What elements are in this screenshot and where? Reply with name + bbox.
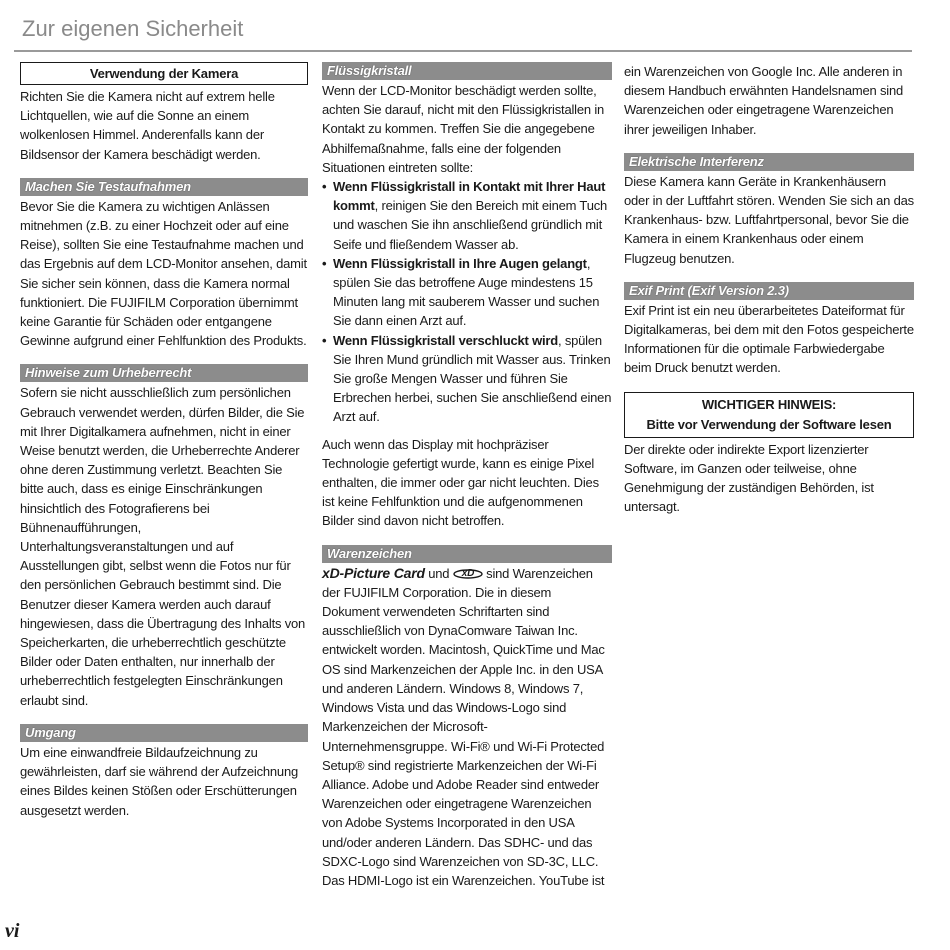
warenzeichen-und: und xyxy=(424,565,453,581)
list-item xyxy=(322,331,612,427)
paragraph-warenzeichen-cont: ein Warenzeichen von Google Inc. Alle anderen in diesem Handbuch erwähnten Handelsnamen sind Warenzeichen oder eingetragene Warenzeichen ihrer jeweiligen Inhaber. xyxy=(624,64,904,137)
column-3 xyxy=(624,62,914,516)
xd-logo-icon xyxy=(453,566,483,580)
heading-kamera: Verwendung der Kamera xyxy=(20,62,308,85)
bullet-text: , reinigen Sie den Bereich mit einem Tuch und waschen Sie ihn anschließend gründlich mit Seife und fließendem Wasser ab. xyxy=(333,198,608,252)
heading-urheberrecht xyxy=(20,364,308,382)
heading-fluessigkristall xyxy=(322,62,612,80)
paragraph-kamera: Richten Sie die Kamera nicht auf extrem helle Lichtquellen, wie auf die Sonne an einem wolkenlosen Himmel. Anderenfalls kann der Bildsensor der Kamera beschädigt werden. xyxy=(20,89,275,162)
heading-urheberrecht-label: Hinweise zum Urheberrecht xyxy=(25,365,192,381)
heading-exif-print xyxy=(624,282,914,300)
bullet-bold: Wenn Flüssigkristall verschluckt wird xyxy=(333,332,558,348)
paragraph-warning: Der direkte oder indirekte Export lizenzierter Software, im Ganzen oder teilweise, ohne Genehmigung der zuständigen Behörden, ist untersagt. xyxy=(624,441,874,515)
list-item xyxy=(322,254,612,331)
page-title: Zur eigenen Sicherheit xyxy=(22,16,244,41)
heading-warenzeichen xyxy=(322,545,612,563)
bullet-list xyxy=(322,177,612,427)
list-item xyxy=(322,177,612,254)
column-2 xyxy=(322,62,612,890)
svg-text:xD: xD xyxy=(461,567,474,579)
heading-elektrische-interferenz xyxy=(624,153,914,171)
heading-umgang-label: Umgang xyxy=(25,724,76,740)
paragraph-urheberrecht: Sofern sie nicht ausschließlich zum persönlichen Gebrauch verwendet werden, dürfen Bilder, die Sie mit Ihrer Digitalkamera aufnehmen, nicht in einer Weise benutzt werden, die Urheberrechte Anderer ohne deren Zustimmung verletzt. Beachten Sie bitte auch, dass es einige Einschränkungen hinsichtlich des Fotografierens bei Bühnenaufführungen, Unterhaltungsveranstaltungen und auf Ausstellungen gibt, selbst wenn die Fotos nur für den persönlichen Gebrauch bestimmt sind. Die Benutzer dieser Kamera werden auch darauf hingewiesen, dass die Übertragung des Inhalts von Speicherkarten, die urheberrechtlich geschützte Bilder oder Daten enthalten, nur innerhalb der urheberrechtlich festgelegten Einschränkungen erlaubt sind. xyxy=(20,385,306,708)
paragraph-exif-print: Exif Print ist ein neu überarbeitetes Dateiformat für Digitalkameras, bei dem mit den Fotos gespeicherte Informationen für die optimale Farbwiedergabe beim Druck benutzt werden. xyxy=(624,302,914,376)
page-number: vi xyxy=(5,920,20,942)
column-1 xyxy=(20,62,308,820)
heading-umgang xyxy=(20,724,308,742)
title-divider xyxy=(14,50,912,52)
warning-subtitle: Bitte vor Verwendung der Software lesen xyxy=(646,416,892,432)
heading-testaufnahmen-label: Machen Sie Testaufnahmen xyxy=(25,178,191,194)
bullet-bold: Wenn Flüssigkristall in Ihre Augen gelangt xyxy=(333,255,587,271)
paragraph-umgang: Um eine einwandfreie Bildaufzeichnung zu gewährleisten, darf sie während der Aufzeichnung eines Bildes keinen Stößen oder Erschütterungen ausgesetzt werden. xyxy=(20,744,299,818)
paragraph-fluessigkristall-intro: Wenn der LCD-Monitor beschädigt werden sollte, achten Sie darauf, nicht mit den Flüssigkristallen in Kontakt zu kommen. Treffen Sie die angegebene Abhilfemaßnahme, falls eine der folgenden Situationen eintreten sollte: xyxy=(322,83,605,175)
paragraph-fluessigkristall-outro: Auch wenn das Display mit hochpräziser Technologie gefertigt wurde, kann es einige Pixel enthalten, die immer oder gar nicht leuchten. Dies ist keine Fehlfunktion und die aufgenommenen Bilder sind davon nicht betroffen. xyxy=(322,436,599,529)
heading-warenzeichen-label: Warenzeichen xyxy=(327,545,412,561)
paragraph-elektrische-interferenz: Diese Kamera kann Geräte in Krankenhäusern oder in der Luftfahrt stören. Wenden Sie sich an das Krankenhaus- bzw. Luftfahrtpersonal, bevor Sie die Kamera in einem Krankenhaus oder einem Flugzeug benutzen. xyxy=(624,173,914,266)
bullet-text: , spülen Sie das betroffene Auge mindestens 15 Minuten lang mit sauberem Wasser und suchen Sie dann einen Arzt auf. xyxy=(333,255,600,329)
bullet-text: , spülen Sie Ihren Mund gründlich mit Wasser aus. Trinken Sie große Mengen Wasser und führen Sie Erbrechen herbei, suchen Sie anschließend einen Arzt auf. xyxy=(333,332,612,425)
heading-exif-print-label: Exif Print (Exif Version 2.3) xyxy=(629,282,789,298)
warenzeichen-text: sind Warenzeichen der FUJIFILM Corporation. Die in diesem Dokument verwendeten Schriftarten sind ausschließlich von DynaComware Taiwan Inc. entwickelt worden. Macintosh, QuickTime und Mac OS sind Markenzeichen der Apple Inc. in den USA und anderen Ländern. Windows 8, Windows 7, Windows Vista und das Windows-Logo sind Markenzeichen der Microsoft-Unternehmensgruppe. Wi-Fi® und Wi-Fi Protected Setup® sind registrierte Markenzeichen der Wi-Fi Alliance. Adobe und Adobe Reader sind entweder Warenzeichen oder eingetragene Warenzeichen von Adobe Systems Incorporated in den USA und/oder anderen Ländern. Das SDHC- und das SDXC-Logo sind Warenzeichen von SD-3C, LLC. Das HDMI-Logo ist ein Warenzeichen. YouTube ist xyxy=(322,565,605,888)
paragraph-warenzeichen xyxy=(322,564,612,890)
paragraph-testaufnahmen: Bevor Sie die Kamera zu wichtigen Anlässen mitnehmen (z.B. zu einer Hochzeit oder auf eine Reise), sollten Sie eine Testaufnahme machen und das Ergebnis auf dem LCD-Monitor ansehen, damit Sie sicher sein können, dass die Kamera normal funktioniert. Die FUJIFILM Corporation übernimmt keine Garantie für Schäden oder entgangene Gewinne aufgrund einer Fehlfunktion des Produkts. xyxy=(20,198,307,349)
heading-elektrische-interferenz-label: Elektrische Interferenz xyxy=(629,153,764,169)
warning-box xyxy=(624,392,914,438)
heading-fluessigkristall-label: Flüssigkristall xyxy=(327,63,412,78)
warning-title: WICHTIGER HINWEIS: xyxy=(701,396,837,412)
xd-picture-card-wordmark: xD-Picture Card xyxy=(322,564,425,581)
bullet-bold: Wenn Flüssigkristall in Kontakt mit Ihrer Haut kommt xyxy=(333,179,606,214)
heading-testaufnahmen xyxy=(20,178,308,196)
